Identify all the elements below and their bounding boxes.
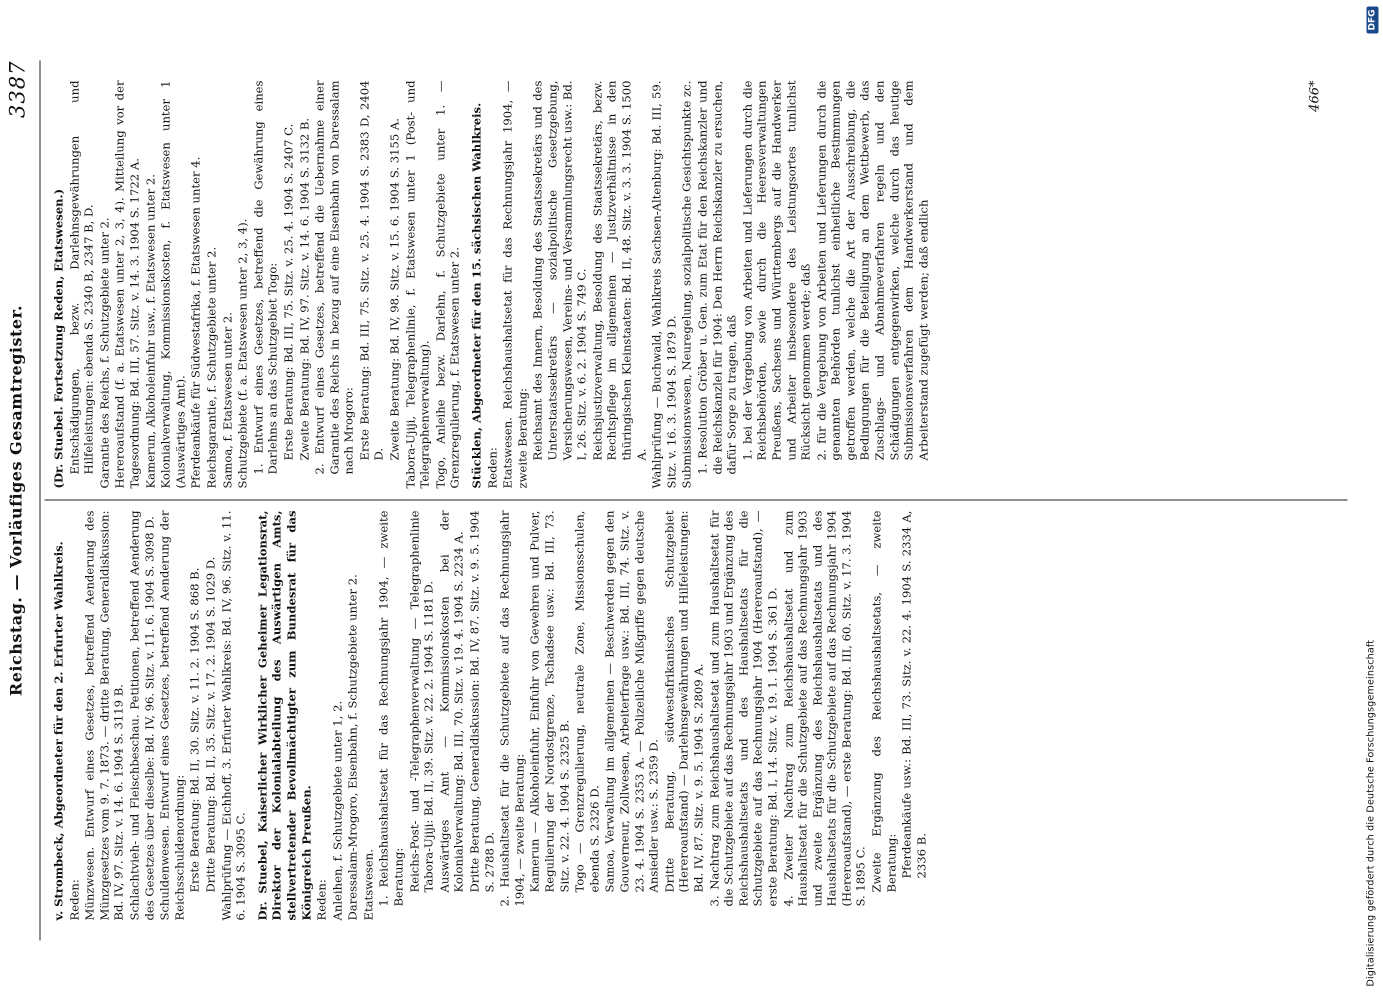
dfg-logo: DFG [1367,7,1379,34]
page-number: 3387 [5,60,30,118]
sub-entry: 3. Nachtrag zum Reichshaushaltsetat und zum Haushaltsetat für die Schutzgebiete auf das Rechnungsjahr 1903 und Ergänzung des Reichshaushaltsetats und des Haushaltsetats für die Schutzgebiete auf das Rechnungsjahr 1904 (Hereroaufstand), — erste Beratung: Bd. I, 14. Sitz. v. 19. 1. 1904 S. 361 D. [707,510,780,907]
index-entry: Kamerun, Alkoholeinfuhr usw., f. Etatswesen unter 2. [143,174,158,489]
index-entry: Garantie des Reichs, f. Schutzgebiete unter 2. [97,217,112,489]
sub-sub-entry: Zweite Ergänzung des Reichshaushaltsetats, — zweite Beratung: [869,510,899,893]
document-page [0,1,1383,1001]
sub-sub-entry: 2. für die Vergebung von Arbeiten und Lieferungen durch die genannten Behörden tunlichst einheitliche Bestimmungen getroffen werden, welche die Art der Ausschreibung, die Bedingungen für die Beteiligung an dem Wettbewerb, das Zuschlags- und Abnahmeverfahren regeln und den Schädigungen entgegenwirken, welche durch das heutige Submissionsverfahren dem Handwerkerstand und dem Arbeiterstand zugefügt werden; daß endlich [814,80,931,461]
index-entry: Reden: [314,879,329,921]
sub-sub-entry: Kamerun — Alkoholeinfuhr, Einfuhr von Gewehren und Pulver, Regulierung der Nordostgrenze, Tschadsee usw.: Bd. III, 73. Sitz. v. 22. 4. 1904 S. 2325 B. [527,510,572,893]
index-entry: Anleihen, f. Schutzgebiete unter 1, 2. [330,700,345,921]
index-entry: Reden: [67,879,82,921]
funding-note: Digitalisierung gefördert durch die Deutsche Forschungsgemeinschaft [1365,639,1377,987]
person-heading: (Dr. Stuebel. Fortsetzung Reden, Etatswesen.) [51,188,66,489]
index-entry: Reden: [485,447,500,489]
index-entry: Schuldenwesen. Entwurf eines Gesetzes, betreffend Aenderung der Reichsschuldenordnung: [157,510,187,921]
sub-sub-entry: Erste Beratung: Bd. III, 75. Sitz. v. 25. 4. 1904 S. 2383 D, 2404 D. [357,80,386,461]
sub-sub-entry: Togo — Grenzregulierung, neutrale Zone, Missionsschulen, ebenda S. 2326 D. [572,510,602,893]
page-title: Reichstag. — Vorläufiges Gesamtregister. [6,304,26,697]
index-entry: Togo, Anleihe bezw. Darlehn, f. Schutzgebiete unter 1. — Grenzregulierung, f. Etatswesen unter 2. [433,80,462,489]
sub-entry: 4. Zweiter Nachtrag zum Reichshaushaltsetat und zum Haushaltsetat für die Schutzgebiete auf das Rechnungsjahr 1903 und zweite Ergänzung des Reichshaushaltsetats und des Haushaltsetats für die Schutzgebiete auf das Rechnungsjahr 1904 (Hereroaufstand), — erste Beratung: Bd. III, 60. Sitz. v. 17. 3. 1904 S. 1895 C. [781,510,868,907]
index-entry: Hereroaufstand (f. a. Etatswesen unter 2, 3, 4). Mitteilung vor der Tagesordnung: Bd. III, 57. Sitz. v. 14. 3. 1904 S. 1722 A. [112,80,142,489]
sub-sub-entry: Auswärtiges Amt — Kommissionskosten bei der Kolonialverwaltung: Bd. III, 70. Sitz. v. 19. 4. 1904 S. 2234 A. [437,510,466,893]
page-header [0,1,34,1001]
index-entry: Wahlprüfung — Eichhoff, 3. Erfurter Wahlkreis: Bd. IV, 96. Sitz. v. 11. 6. 1904 S. 3095 C. [219,510,248,921]
index-entry: Wahlprüfung — Buchwald, Wahlkreis Sachsen-Altenburg: Bd. III, 59. Sitz. v. 16. 3. 1904 S. 1879 D. [649,80,679,489]
index-entry: Schutzgebiete (f. a. Etatswesen unter 2, 3, 4). [235,218,250,489]
sub-entry: 1. Entwurf eines Gesetzes, betreffend die Gewährung eines Darlehns an das Schutzgebiet Togo: [251,80,280,475]
sub-sub-entry: Reichsjustizverwaltung, Besoldung des Staatssekretärs, bezw. Rechtspflege im allgemeinen — Justizverhältnisse in den thüringischen Kleinstaaten: Bd. II, 48. Sitz. v. 3. 3. 1904 S. 1500 A. [590,80,649,461]
sub-entry: 2. Haushaltsetat für die Schutzgebiete auf das Rechnungsjahr 1904, — zweite Beratung: [497,510,527,907]
sub-entry: Entschädigungen, bezw. Darlehnsgewährungen und Hilfeleistungen: ebenda S. 2340 B, 2347 B, D. [67,80,96,475]
column-divider [45,500,1348,501]
index-entry: Daressalam-Mrogoro, Eisenbahn, f. Schutzgebiete unter 2. [345,574,360,921]
sub-sub-entry: Reichs-Post- und -Telegraphenverwaltung — Telegraphenlinie Tabora-Ujiji: Bd. II, 39. Sitz. v. 22. 2. 1904 S. 1181 D. [407,510,436,893]
index-entry: Tabora-Ujiji, Telegraphenlinie, f. Etatswesen unter 1 (Post- und Telegraphenverwaltung). [403,80,432,489]
sub-sub-entry: Pferdeankäufe usw.: Bd. III, 73. Sitz. v. 22. 4. 1904 S. 2334 A, 2336 B. [899,510,929,879]
left-column [52,511,930,921]
index-entry: Schlachtvieh- und Fleischbeschau. Petitionen, betreffend Aenderung des Gesetzes über dieselbe: Bd. IV, 96. Sitz. v. 11. 6. 1904 S. 3098 D. [127,510,157,921]
sub-entry: 1. Reichshaushaltsetat für das Rechnungsjahr 1904, — zweite Beratung: [376,510,406,907]
sub-sub-entry: Erste Beratung: Bd. II, 30. Sitz. v. 11. 2. 1904 S. 868 B. [187,567,202,893]
index-entry: Kolonialverwaltung, Kommissionskosten, f. Etatswesen unter 1 (Auswärtiges Amt). [158,80,188,489]
sheet-signature: 466* [1307,80,1323,112]
sub-sub-entry: Dritte Beratung, Generaldiskussion: Bd. IV, 87. Sitz. v. 9. 5. 1904 S. 2788 D. [467,510,497,893]
sub-entry: 2. Entwurf eines Gesetzes, betreffend die Uebernahme einer Garantie des Reichs in bezug auf eine Eisenbahn von Daressalam nach Mrogoro: [312,80,356,475]
sub-entry: 1. Resolution Gröber u. Gen. zum Etat für den Reichskanzler und die Reichskanzlei für 1904: Den Herrn Reichskanzler zu ersuchen, dafür Sorge zu tragen, daß [695,80,739,475]
index-entry: Submissionswesen, Neuregelung, sozialpolitische Gesichtspunkte zc. [679,80,694,489]
sub-sub-entry: Dritte Beratung, südwestafrikanisches Schutzgebiet (Hereroaufstand) — Darlehnsgewährungen und Hilfeleistungen: Bd. IV, 87. Sitz. v. 9. 5. 1904 S. 2809 A. [662,510,706,893]
index-entry: Samoa, f. Etatswesen unter 2. [220,312,235,489]
index-entry: Pferdeankäufe für Südwestafrika, f. Etatswesen unter 4. [188,156,203,489]
index-entry: Reichsgarantie, f. Schutzgebiete unter 2. [204,246,219,489]
person-heading: v. Strombeck, Abgeordneter für den 2. Erfurter Wahlkreis. [51,541,66,921]
sub-sub-entry: 1. bei der Vergebung von Arbeiten und Lieferungen durch die Reichsbehörden, sowie durch die Heeresverwaltungen Preußens, Sachsens und Württembergs auf die Handwerker und Arbeiter insbesondere des Leistungsortes tunlichst Rücksicht genommen werde; daß [740,80,813,461]
right-column [52,81,932,489]
sub-sub-entry: Dritte Beratung: Bd. II, 35. Sitz. v. 17. 2. 1904 S. 1029 D. [203,556,218,893]
sub-sub-entry: Samoa, Verwaltung im allgemeinen — Beschwerden gegen den Gouverneur, Zollwesen, Arbeiterfrage usw.: Bd. III, 74. Sitz. v. 23. 4. 1904 S. 2353 A. — Polizeiliche Mißgriffe gegen deutsche Ansiedler usw.: S. 2359 D. [602,510,661,893]
person-heading: Dr. Stuebel, Kaiserlicher Wirklicher Geheimer Legationsrat, Direktor der Kolonialabteilung des Auswärtigen Amts, stellvertretender Bevollmächtigter zum Bundesrat für das Königreich Preußen. [255,510,313,921]
sub-sub-entry: Erste Beratung: Bd. III, 75. Sitz. v. 25. 4. 1904 S. 2407 C. [281,123,296,461]
index-entry: Münzwesen. Entwurf eines Gesetzes, betreffend Aenderung des Münzgesetzes vom 9. 7. 1873. — dritte Beratung, Generaldiskussion: Bd. IV, 97. Sitz. v. 14. 6. 1904 S. 3119 B. [82,510,126,921]
header-rule [40,61,41,941]
person-heading: Stücklen, Abgeordneter für den 15. sächsischen Wahlkreis. [469,102,484,489]
index-entry: Etatswesen. [361,849,376,921]
sub-sub-entry: Zweite Beratung: Bd. IV, 97. Sitz. v. 14. 6. 1904 S. 3132 B. [297,117,311,461]
sub-sub-entry: Zweite Beratung: Bd. IV, 98. Sitz. v. 15. 6. 1904 S. 3155 A. [387,118,402,461]
sub-sub-entry: Reichsamt des Innern, Besoldung des Staatssekretärs und des Unterstaatssekretärs — sozialpolitische Gesetzgebung, Versicherungswesen, Vereins- und Versammlungsrecht usw.: Bd. I, 26. Sitz. v. 6. 2. 1904 S. 749 C. [530,80,589,461]
index-entry: Etatswesen. Reichshaushaltsetat für das Rechnungsjahr 1904, — zweite Beratung: [500,80,530,489]
